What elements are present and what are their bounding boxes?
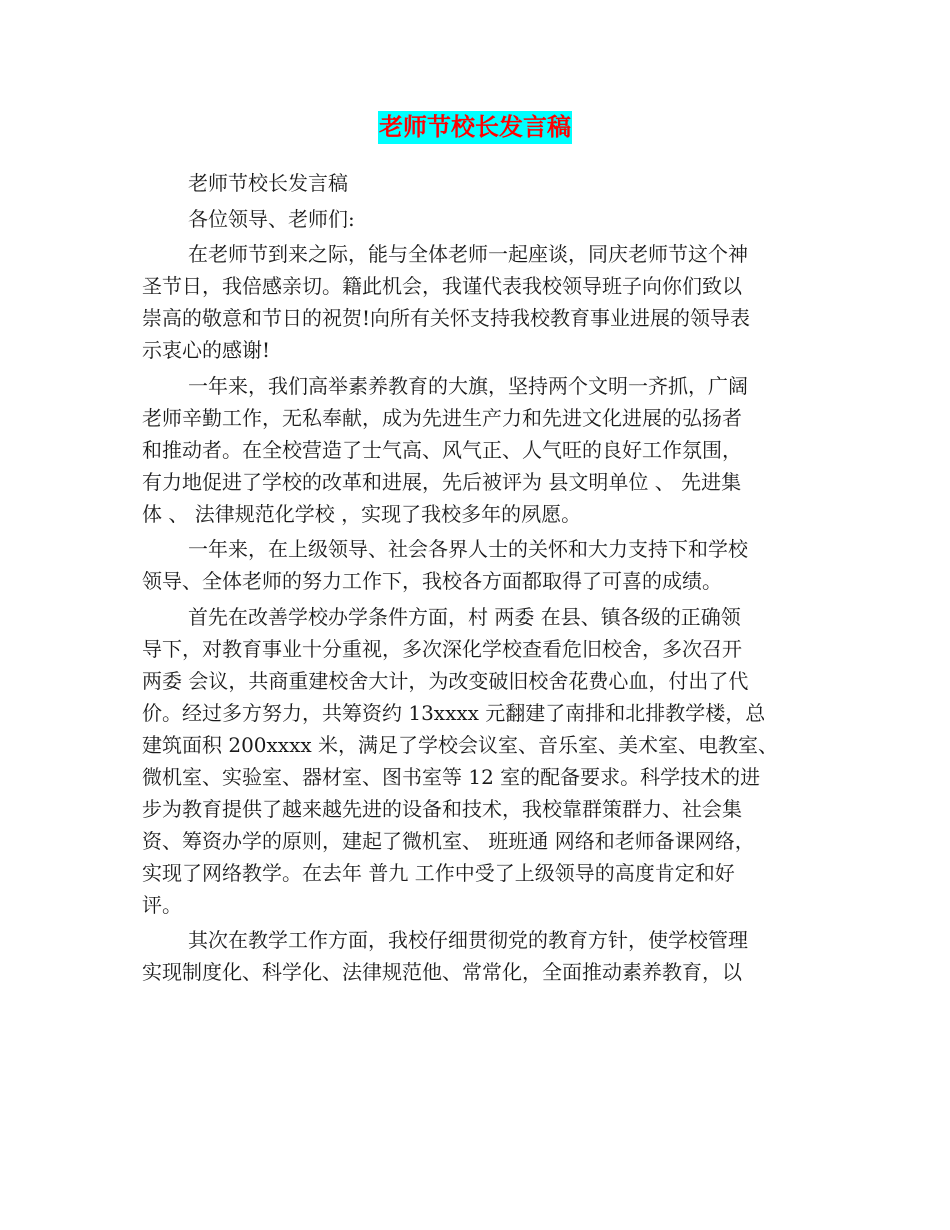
text-line: 价。经过多方努力，共筹资约 13xxxx 元翻建了南排和北排教学楼，总: [142, 700, 766, 725]
document-body: [142, 167, 806, 988]
text-line: 两委 会议，共商重建校舍大计，为改变破旧校舍花费心血，付出了代: [142, 668, 749, 693]
document-title: 老师节校长发言稿: [378, 111, 572, 144]
text-line: 和推动者。在全校营造了士气高、风气正、人气旺的良好工作氛围，: [142, 437, 742, 462]
text-line: 评。: [142, 892, 182, 917]
paragraph-1: [142, 238, 806, 366]
text-line: 有力地促进了学校的改革和进展，先后被评为 县文明单位 、 先进集: [142, 469, 742, 494]
text-line: 步为教育提供了越来越先进的设备和技术，我校靠群策群力、社会集: [142, 796, 742, 821]
text-line: 其次在教学工作方面，我校仔细贯彻党的教育方针，使学校管理: [188, 928, 748, 952]
title-wrapper: [0, 111, 950, 144]
paragraph-5: [142, 924, 806, 988]
text-line: 老师节校长发言稿: [188, 171, 348, 195]
text-line: 领导、全体老师的努力工作下，我校各方面都取得了可喜的成绩。: [142, 569, 722, 593]
paragraph-4: [142, 601, 806, 921]
text-line: 在老师节到来之际，能与全体老师一起座谈，同庆老师节这个神: [188, 242, 748, 266]
paragraph-2: [142, 370, 806, 530]
text-line: 建筑面积 200xxxx 米，满足了学校会议室、音乐室、美术室、电教室、: [142, 732, 779, 757]
paragraph-heading: [142, 167, 806, 199]
paragraph-3: [142, 533, 806, 597]
text-line: 崇高的敬意和节日的祝贺!向所有关怀支持我校教育事业进展的领导表: [142, 306, 751, 330]
text-line: 导下，对教育事业十分重视，多次深化学校查看危旧校舍，多次召开: [142, 636, 742, 661]
text-line: 圣节日，我倍感亲切。籍此机会，我谨代表我校领导班子向你们致以: [142, 274, 742, 298]
text-line: 老师辛勤工作，无私奉献，成为先进生产力和先进文化进展的弘扬者: [142, 405, 742, 430]
text-line: 实现制度化、科学化、法律规范他、常常化，全面推动素养教育，以: [142, 960, 742, 984]
text-line: 各位领导、老师们:: [188, 206, 355, 231]
text-line: 一年来，我们高举素养教育的大旗，坚持两个文明一齐抓，广阔: [188, 373, 748, 398]
paragraph-salutation: [142, 203, 806, 235]
text-line: 实现了网络教学。在去年 普九 工作中受了上级领导的高度肯定和好: [142, 860, 735, 885]
text-line: 示衷心的感谢!: [142, 338, 271, 362]
text-line: 首先在改善学校办学条件方面，村 两委 在县、镇各级的正确领: [188, 604, 741, 629]
text-line: 微机室、实验室、器材室、图书室等 12 室的配备要求。科学技术的进: [142, 764, 761, 789]
text-line: 体 、 法律规范化学校 ，实现了我校多年的夙愿。: [142, 501, 582, 526]
text-line: 一年来，在上级领导、社会各界人士的关怀和大力支持下和学校: [188, 537, 748, 561]
text-line: 资、筹资办学的原则，建起了微机室、 班班通 网络和老师备课网络，: [142, 828, 755, 853]
